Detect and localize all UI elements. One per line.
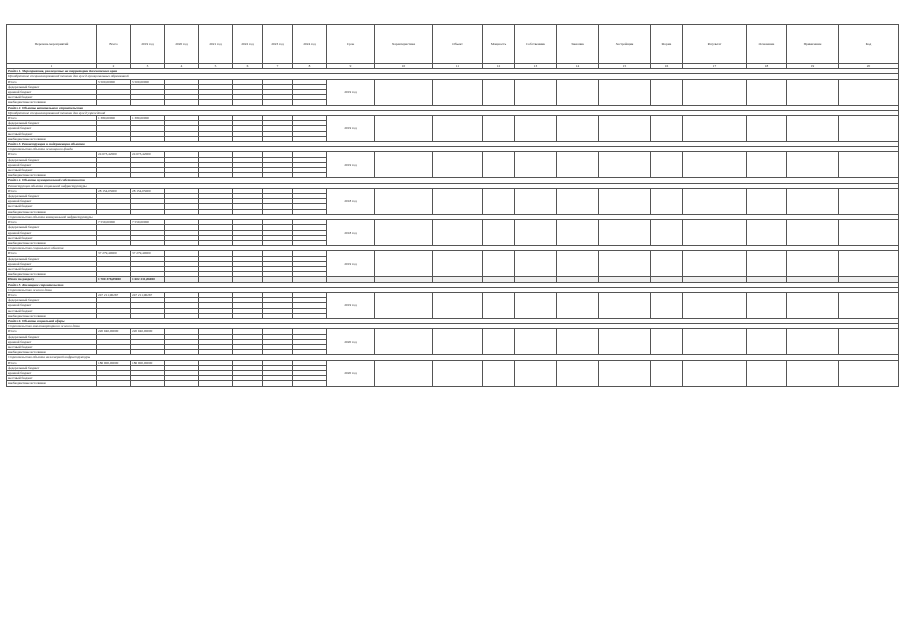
row-label: внебюджетные источники xyxy=(7,350,97,355)
cell xyxy=(839,251,899,277)
cell xyxy=(375,79,433,105)
column-header: Форма xyxy=(651,25,683,64)
column-header: Срок xyxy=(327,25,375,64)
period-cell: 2018 год xyxy=(327,220,375,246)
row-label: местный бюджет xyxy=(7,266,97,271)
row-label: федеральный бюджет xyxy=(7,334,97,339)
cell xyxy=(515,360,557,386)
column-header: Перечень мероприятий xyxy=(7,25,97,64)
column-number: 12 xyxy=(483,64,515,69)
row-label: федеральный бюджет xyxy=(7,157,97,162)
column-number: 17 xyxy=(683,64,747,69)
column-number: 1 xyxy=(7,64,97,69)
year-2019-cell: 28 154,05000 xyxy=(131,188,165,193)
section-title: Раздел 4. Объекты муниципальной собственности xyxy=(7,178,899,183)
cell xyxy=(599,220,651,246)
row-label: Итого xyxy=(7,79,97,84)
cell xyxy=(839,79,899,105)
cell xyxy=(787,329,839,355)
cell xyxy=(683,79,747,105)
column-number: 7 xyxy=(263,64,293,69)
table-row xyxy=(7,360,899,365)
cell xyxy=(683,292,747,318)
row-label: местный бюджет xyxy=(7,308,97,313)
column-header: 2020 год xyxy=(165,25,199,64)
cell xyxy=(557,152,599,178)
year-2019-cell: 5 500,00000 xyxy=(131,79,165,84)
period-cell: 2018 год xyxy=(327,188,375,214)
row-label: федеральный бюджет xyxy=(7,298,97,303)
row-label: внебюджетные источники xyxy=(7,136,97,141)
year-2019-cell: 247 211,96267 xyxy=(131,292,165,297)
cell xyxy=(433,188,483,214)
cell xyxy=(599,188,651,214)
cell xyxy=(651,116,683,142)
column-header: 2023 год xyxy=(263,25,293,64)
column-header: Застройщик xyxy=(599,25,651,64)
section-title: Раздел 6. Объекты социальной сферы xyxy=(7,318,899,323)
column-header: Результат xyxy=(683,25,747,64)
cell xyxy=(787,292,839,318)
column-header: 2022 год xyxy=(233,25,263,64)
cell xyxy=(293,381,327,386)
column-number: 3 xyxy=(131,64,165,69)
cell xyxy=(787,152,839,178)
column-number: 18 xyxy=(747,64,787,69)
cell xyxy=(839,152,899,178)
cell xyxy=(483,116,515,142)
table-row xyxy=(7,220,899,225)
cell xyxy=(483,152,515,178)
row-label: внебюджетные источники xyxy=(7,240,97,245)
cell xyxy=(787,79,839,105)
cell xyxy=(483,329,515,355)
row-label: Итого xyxy=(7,360,97,365)
cell xyxy=(557,251,599,277)
cell xyxy=(375,152,433,178)
row-label: внебюджетные источники xyxy=(7,381,97,386)
row-label: внебюджетные источники xyxy=(7,209,97,214)
cell xyxy=(747,220,787,246)
cell xyxy=(557,116,599,142)
row-label: краевой бюджет xyxy=(7,90,97,95)
row-label: Итого xyxy=(7,251,97,256)
section-title: Раздел 5. Жилищное строительство xyxy=(7,282,899,287)
column-number: 16 xyxy=(651,64,683,69)
row-label: внебюджетные источники xyxy=(7,313,97,318)
period-cell: 2019 год xyxy=(327,79,375,105)
cell xyxy=(599,251,651,277)
cell xyxy=(787,251,839,277)
cell xyxy=(375,116,433,142)
cell xyxy=(433,79,483,105)
cell xyxy=(433,251,483,277)
cell xyxy=(97,381,131,386)
row-label: местный бюджет xyxy=(7,95,97,100)
column-header: Всего xyxy=(97,25,131,64)
column-header: 2024 год xyxy=(293,25,327,64)
cell xyxy=(747,116,787,142)
period-cell: 2019 год xyxy=(327,116,375,142)
row-label: местный бюджет xyxy=(7,131,97,136)
row-label: Итого xyxy=(7,329,97,334)
cell xyxy=(651,292,683,318)
column-number: 19 xyxy=(787,64,839,69)
row-label: Итого xyxy=(7,116,97,121)
table-row xyxy=(7,329,899,334)
year-2019-cell: 24 673,42000 xyxy=(131,152,165,157)
section-title: Раздел 3. Реконструкция и модернизация объектов xyxy=(7,142,899,147)
cell xyxy=(651,251,683,277)
row-label: федеральный бюджет xyxy=(7,225,97,230)
cell xyxy=(839,220,899,246)
cell xyxy=(515,220,557,246)
block-title: Строительство объекта жилищного фонда xyxy=(7,147,899,152)
cell xyxy=(515,116,557,142)
cell xyxy=(683,251,747,277)
row-label: федеральный бюджет xyxy=(7,194,97,199)
cell xyxy=(747,152,787,178)
year-2019-cell: 7 559,00000 xyxy=(131,220,165,225)
column-number: 2 xyxy=(97,64,131,69)
total-label: Итого по разделу xyxy=(7,277,97,282)
column-number: 9 xyxy=(327,64,375,69)
column-number: 11 xyxy=(433,64,483,69)
cell xyxy=(375,251,433,277)
cell xyxy=(747,360,787,386)
row-label: местный бюджет xyxy=(7,204,97,209)
row-label: внебюджетные источники xyxy=(7,173,97,178)
cell xyxy=(557,292,599,318)
cell xyxy=(557,329,599,355)
column-number: 14 xyxy=(557,64,599,69)
cell xyxy=(515,329,557,355)
column-number: 15 xyxy=(599,64,651,69)
cell xyxy=(683,220,747,246)
cell xyxy=(483,79,515,105)
cell xyxy=(651,220,683,246)
year-2019-cell: 220 940,00000 xyxy=(131,329,165,334)
total-cell: 220 940,00000 xyxy=(97,329,131,334)
cell xyxy=(375,220,433,246)
cell xyxy=(515,251,557,277)
column-number: 6 xyxy=(233,64,263,69)
cell xyxy=(165,381,199,386)
block-title: Строительство объекта коммунальной инфраструктуры xyxy=(7,214,899,219)
period-cell: 2020 год xyxy=(327,360,375,386)
row-label: краевой бюджет xyxy=(7,199,97,204)
block-title: Строительство социального объекта xyxy=(7,246,899,251)
row-label: внебюджетные источники xyxy=(7,272,97,277)
table-row xyxy=(7,188,899,193)
cell xyxy=(515,79,557,105)
cell xyxy=(433,329,483,355)
cell xyxy=(839,292,899,318)
cell xyxy=(839,329,899,355)
row-label: местный бюджет xyxy=(7,235,97,240)
cell xyxy=(375,329,433,355)
row-label: Итого xyxy=(7,152,97,157)
period-cell: 2019 год xyxy=(327,152,375,178)
row-label: краевой бюджет xyxy=(7,303,97,308)
row-label: краевой бюджет xyxy=(7,370,97,375)
cell xyxy=(557,79,599,105)
column-number: 8 xyxy=(293,64,327,69)
row-label: краевой бюджет xyxy=(7,339,97,344)
total-cell: 37 279,40000 xyxy=(97,251,131,256)
cell xyxy=(263,381,293,386)
period-cell: 2019 год xyxy=(327,251,375,277)
cell xyxy=(375,188,433,214)
cell xyxy=(483,251,515,277)
cell xyxy=(683,116,747,142)
row-label: местный бюджет xyxy=(7,344,97,349)
cell xyxy=(515,152,557,178)
header-row xyxy=(7,25,899,64)
cell xyxy=(131,381,165,386)
block-title: Строительство многоквартирного жилого дома xyxy=(7,324,899,329)
cell xyxy=(483,188,515,214)
column-number: 20 xyxy=(839,64,899,69)
row-label: местный бюджет xyxy=(7,168,97,173)
row-label: краевой бюджет xyxy=(7,162,97,167)
row-label: федеральный бюджет xyxy=(7,365,97,370)
total-cell: 24 673,42000 xyxy=(97,152,131,157)
cell xyxy=(651,360,683,386)
year-2019-cell: 1 380,00000 xyxy=(131,116,165,121)
block-title: Приобретение специализированной техники для нужд учреждений xyxy=(7,110,899,115)
table-row xyxy=(7,292,899,297)
block-title: Строительство объекта инженерной инфраструктуры xyxy=(7,355,899,360)
cell xyxy=(599,292,651,318)
cell xyxy=(651,79,683,105)
cell xyxy=(557,360,599,386)
section-title: Раздел 1. Мероприятия, реализуемые на территории Камчатского края xyxy=(7,69,899,74)
block-title: Приобретение специализированной техники для нужд муниципальных образований xyxy=(7,74,899,79)
cell xyxy=(599,116,651,142)
cell xyxy=(199,381,233,386)
year-2019-cell: 1 602 231,86000 xyxy=(131,277,165,282)
total-cell: 186 900,00000 xyxy=(97,360,131,365)
row-label: федеральный бюджет xyxy=(7,121,97,126)
cell xyxy=(515,188,557,214)
column-header: Мощность xyxy=(483,25,515,64)
row-label: внебюджетные источники xyxy=(7,100,97,105)
total-cell: 1 700 378,89000 xyxy=(97,277,131,282)
cell xyxy=(683,152,747,178)
cell xyxy=(747,329,787,355)
cell xyxy=(483,360,515,386)
cell xyxy=(683,329,747,355)
cell xyxy=(433,116,483,142)
cell xyxy=(839,188,899,214)
cell xyxy=(599,360,651,386)
table-row xyxy=(7,116,899,121)
cell xyxy=(599,329,651,355)
total-cell: 7 559,00000 xyxy=(97,220,131,225)
cell xyxy=(683,188,747,214)
cell xyxy=(375,292,433,318)
column-header: 2019 год xyxy=(131,25,165,64)
row-label: Итого xyxy=(7,292,97,297)
cell xyxy=(433,292,483,318)
column-header: Характеристика xyxy=(375,25,433,64)
table-row xyxy=(7,152,899,157)
cell xyxy=(683,360,747,386)
total-cell: 247 211,96267 xyxy=(97,292,131,297)
cell xyxy=(839,360,899,386)
cell xyxy=(433,360,483,386)
row-label: федеральный бюджет xyxy=(7,84,97,89)
column-number: 5 xyxy=(199,64,233,69)
cell xyxy=(433,220,483,246)
data-table xyxy=(6,24,899,387)
column-header: Заказчик xyxy=(557,25,599,64)
cell xyxy=(651,188,683,214)
cell xyxy=(787,360,839,386)
cell xyxy=(233,381,263,386)
cell xyxy=(651,152,683,178)
cell xyxy=(599,79,651,105)
column-number: 13 xyxy=(515,64,557,69)
table-row xyxy=(7,79,899,84)
cell xyxy=(839,116,899,142)
column-header: Код xyxy=(839,25,899,64)
cell xyxy=(599,152,651,178)
column-header: Объект xyxy=(433,25,483,64)
block-title: Строительство жилого дома xyxy=(7,287,899,292)
row-label: Итого xyxy=(7,220,97,225)
row-label: местный бюджет xyxy=(7,376,97,381)
total-cell: 5 500,00000 xyxy=(97,79,131,84)
cell xyxy=(557,188,599,214)
column-header: Основание xyxy=(747,25,787,64)
column-number: 10 xyxy=(375,64,433,69)
year-2019-cell: 37 279,40000 xyxy=(131,251,165,256)
total-cell: 28 154,05000 xyxy=(97,188,131,193)
cell xyxy=(747,188,787,214)
row-label: федеральный бюджет xyxy=(7,256,97,261)
cell xyxy=(515,292,557,318)
row-label: краевой бюджет xyxy=(7,261,97,266)
row-label: Итого xyxy=(7,188,97,193)
cell xyxy=(483,292,515,318)
cell xyxy=(433,152,483,178)
cell xyxy=(651,329,683,355)
cell xyxy=(747,292,787,318)
block-title: Реконструкция объекта социальной инфраструктуры xyxy=(7,183,899,188)
period-cell: 2019 год xyxy=(327,292,375,318)
cell xyxy=(747,251,787,277)
period-cell: 2020 год xyxy=(327,329,375,355)
cell xyxy=(787,116,839,142)
column-header: Примечание xyxy=(787,25,839,64)
cell xyxy=(557,220,599,246)
column-number: 4 xyxy=(165,64,199,69)
cell xyxy=(375,360,433,386)
cell xyxy=(483,220,515,246)
row-label: краевой бюджет xyxy=(7,230,97,235)
row-label: краевой бюджет xyxy=(7,126,97,131)
table-row xyxy=(7,251,899,256)
cell xyxy=(787,220,839,246)
column-header: Собственник xyxy=(515,25,557,64)
cell xyxy=(747,79,787,105)
year-2019-cell: 186 900,00000 xyxy=(131,360,165,365)
total-cell: 1 380,00000 xyxy=(97,116,131,121)
section-title: Раздел 2. Объекты капитального строительства xyxy=(7,105,899,110)
column-header: 2021 год xyxy=(199,25,233,64)
cell xyxy=(787,188,839,214)
